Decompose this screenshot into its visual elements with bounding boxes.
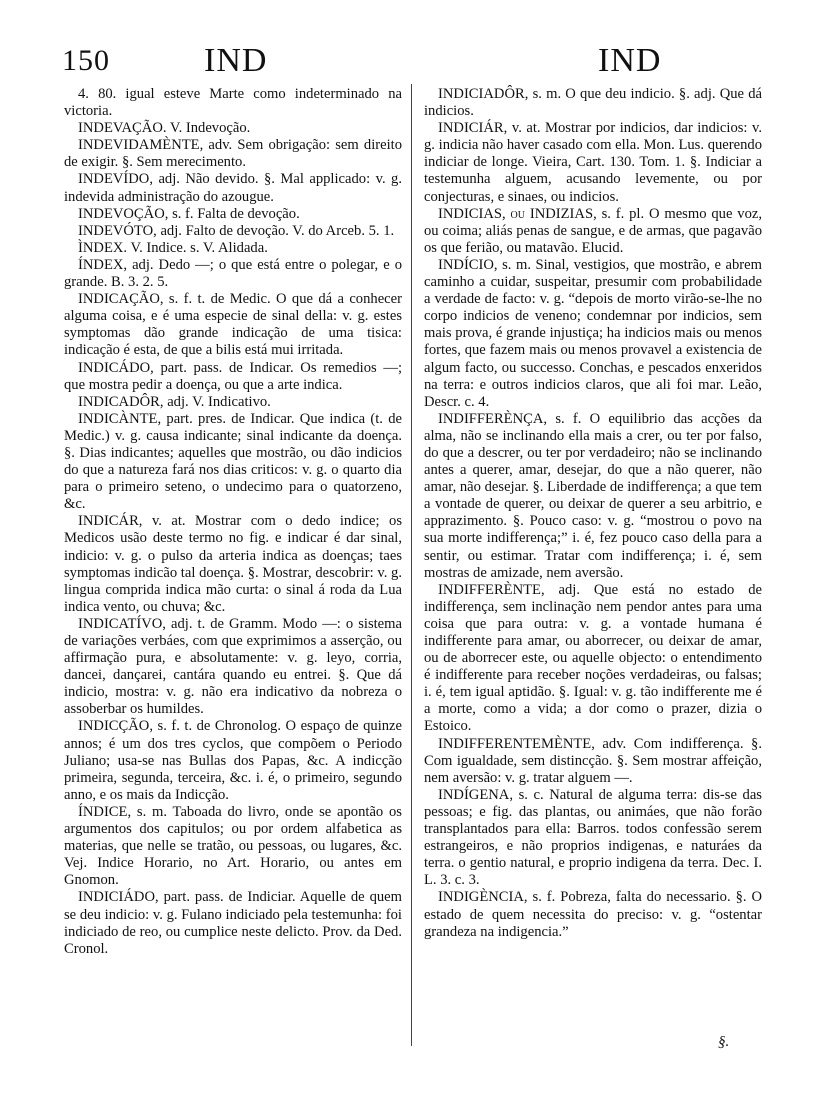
entry (64, 257, 402, 291)
entry (424, 889, 762, 940)
entry-headword: INDICIADÔR, (438, 86, 529, 102)
entry-text: adj. t. de Gramm. Modo —: o sistema de variações verbáes, com que exprimimos a asserção, ou affirmação pura, e absolutamente: v. g. leyo, corria, dancei, dançarei, cantára quando eu entrei. §. Que dá indicio, mostra: v. g. não era indicativo da nobreza o assoberbar os humildes. (64, 615, 402, 718)
entry (64, 889, 402, 957)
entry-headword: INDICÇÃO, (78, 718, 153, 735)
entry-headword: INDIFFERENTEMÈNTE, (438, 735, 595, 752)
column-divider (411, 84, 412, 1046)
entry-text: v. at. Mostrar com o dedo indice; os Medicos usão deste termo no fig. e indicar é dar sinal, indicio: v. g. o pulso da arteria indica as doenças; taes symptomas indicão tal doença. §. Mostrar, descobrir: v. g. lingua comprida indica mão curta: o sinal á roda da Lua indica vento, ou chuva; &c. (64, 513, 402, 615)
entry-text: part. pres. de Indicar. Que indica (t. de Medic.) v. g. causa indicante; sinal indicante da doença. §. Dias indicantes; aquelles que mostrão, ou dão indicios do que a natureza fará nos dias criticos: v. g. o quarto dia para o primeiro seteno, o undecimo para o quatorzeno, &c. (64, 410, 402, 513)
entry-text: adv. Com indifferença. §. Com igualdade, sem distincção. §. Sem mostrar affeição, nem aversão: v. g. tratar alguem —. (424, 735, 762, 786)
entry-headword: INDÍCIO, (438, 256, 498, 273)
entry (64, 240, 402, 257)
entry (424, 257, 762, 411)
entry-text: s. f. pl. O mesmo que voz, ou coima; aliás penas de sangue, e de armas, que pagavão os que ferião, ou matavão. Elucid. (424, 205, 762, 256)
entry-text: s. m. O que deu indicio. §. adj. Que dá indicios. (424, 86, 762, 120)
entry-text: s. f. t. de Chronolog. O espaço de quinze annos; é um dos tres cyclos, que compõem o Periodo Juliano; usa-se nas Bullas dos Papas, &c. A indicção primeira, segunda, terceira, &c. i. é, o primeiro, segundo anno, e os mais da Indicção. (64, 718, 403, 803)
entry-text: adj. Que está no estado de indifferença, sem inclinação nem pendor antes para uma coisa que para outra: v. g. a vontade humana é indifferente para amar, ou aborrecer, ou deixar de amar, ou de aborrecer este, ou aquelle objecto: o entendimento é indifferente para receber noções verdadeiras, ou falsas; i. é, tem igual aptidão. §. Igual: v. g. tão indifferente me é a morte, como a vida; a dor como o prazer, dizia o Estoico. (424, 581, 762, 735)
entry (64, 360, 402, 394)
entry-text: adj. Dedo —; o que está entre o polegar, e o grande. B. 3. 2. 5. (64, 256, 402, 291)
catchword: §. (718, 1034, 730, 1050)
entry-text: V. Indice. s. V. Alidada. (130, 239, 268, 256)
entry-headword: ÍNDICE, (78, 803, 132, 820)
entry (424, 206, 762, 257)
entry (64, 86, 402, 120)
entry-text: s. m. Taboada do livro, onde se apontão os argumentos dos capitulos; ou por ordem alfabetica as materias, que nelle se tratão, ou pessoas, ou lugares, &c. Vej. Indice Horario, no Art. Horario, ou antes em Gnomon. (64, 803, 402, 889)
entry-text: 4. 80. igual esteve Marte como indeterminado na victoria. (64, 86, 402, 120)
entry (424, 582, 762, 736)
entry-text: s. f. O equilibrio das acções da alma, não se inclinando ella mais a crer, ou ter por falso, do que a descrer, ou ter por verdadeiro; não se inclinando antes a querer, amar, desejar, do que a não querer, não amar, não desejar. §. Liberdade de indifferença; a que tem a vontade de querer, ou deixar de querer a seu arbitrio, e apprazimento. §. Pouco caso: v. g. “mostrou o povo na sua morte indifferença;” i. é, fez pouco caso della para a sentir, ou estimar. Tratar com indifferença; i. é, sem mostras de amizade, nem aversão. (424, 410, 762, 581)
entry (64, 411, 402, 514)
entry (64, 718, 402, 803)
entry (64, 616, 402, 719)
entry-headword: INDICÁR, (78, 513, 143, 530)
right-column (424, 86, 762, 941)
entry (424, 120, 762, 205)
entry (64, 804, 402, 889)
left-running-headword: IND (204, 42, 268, 79)
entry (64, 394, 402, 411)
entry-headword: ÍNDEX, (78, 256, 128, 273)
entry-headword: INDIFFERÈNÇA, (438, 410, 548, 427)
entry-headword: INDICÀNTE, (78, 410, 162, 427)
entry-headword: INDEVAÇÃO. (78, 120, 167, 137)
entry (424, 411, 762, 582)
running-header (62, 42, 782, 82)
entry-headword: INDICATÍVO, (78, 615, 166, 632)
entry-headword: INDICADÔR, (78, 393, 164, 410)
entry-headword: INDICIAS, ou INDIZIAS, (438, 205, 597, 222)
left-column (64, 86, 402, 958)
entry-text: s. f. Falta de devoção. (172, 205, 300, 222)
page-number: 150 (62, 44, 110, 77)
entry-headword: INDIGÈNCIA, (438, 889, 528, 906)
entry-headword: INDICIÁDO, (78, 889, 159, 906)
entry (64, 291, 402, 359)
entry-headword: INDICAÇÃO, (78, 291, 164, 308)
entry (424, 787, 762, 890)
entry-headword: INDICÁDO, (78, 359, 154, 376)
right-running-headword: IND (598, 42, 662, 79)
entry (424, 736, 762, 787)
entry-headword: INDIFFERÈNTE, (438, 581, 545, 598)
entry-text: adj. V. Indicativo. (167, 393, 271, 410)
entry-headword: INDEVOÇÃO, (78, 205, 169, 222)
entry-headword: INDEVÓTO, (78, 222, 157, 239)
entry (64, 137, 402, 171)
entry (64, 223, 402, 240)
entry (64, 513, 402, 616)
entry-headword: INDEVIDAMÈNTE, (78, 137, 204, 154)
entry-text: part. pass. de Indiciar. Aquelle de quem se deu indicio: v. g. Fulano indiciado pela testemunha: foi indiciado de reo, ou cumplice neste delicto. Prov. da Ded. Cronol. (64, 889, 402, 957)
entry-text: s. f. t. de Medic. O que dá a conhecer alguma coisa, e é uma especie de sinal della: v. g. estes symptomas dão grande indicação de uma tisica: indicação é esta, de que a bilis está mui irritada. (64, 291, 402, 359)
entry-text: V. Indevoção. (169, 120, 251, 137)
entry-text: adj. Falto de devoção. V. do Arceb. 5. 1. (160, 222, 395, 239)
entry (424, 86, 762, 120)
entry-text: s. f. Pobreza, falta do necessario. §. O estado de quem necessita do preciso: v. g. “ostentar grandeza na indigencia.” (424, 889, 762, 940)
entry-text: adj. Não devido. §. Mal applicado: v. g. indevida administração do azougue. (64, 171, 402, 205)
entry-text: adv. Sem obrigação: sem direito de exigir. §. Sem merecimento. (64, 137, 402, 171)
entry-text: part. pass. de Indicar. Os remedios —; que mostra pedir a doença, ou que a arte indica. (64, 359, 402, 393)
entry (64, 120, 402, 137)
entry-text: v. at. Mostrar por indicios, dar indicios: v. g. indicia não haver casado com ella. Mon. Lus. querendo indiciar de longe. Vieira, Cart. 130. Tom. 1. §. Indiciar a testemunha alguem, acusando levemente, ou por conjecturas, e sinaes, ou indicios. (424, 120, 762, 205)
entry-headword: INDICIÁR, (438, 120, 508, 137)
entry-text: s. c. Natural de alguma terra: dis-se das pessoas; e fig. das plantas, ou animáes, que não forão transplantados para ella: Barros. todos confessão serem estrangeiros, e não proprios indigenas, e naturáes da terra. o gentio natural, e proprio indigena da terra. Dec. I. L. 3. c. 3. (424, 786, 762, 889)
entry-text: s. m. Sinal, vestigios, que mostrão, e abrem caminho a cuidar, suspeitar, presumir com probabilidade a verdade de facto: v. g. “depois de morto virão-se-lhe no corpo indicios de veneno; condemnar por indicios, sem mais prova, é grande injustiça; ha indicios mais ou menos fortes, que fazem mais ou menos provavel a existencia de algum facto, ou successo. Conchas, e pescados enxeridos na terra: e outros indicios claros, que ali foi mar. Leão, Descr. c. 4. (424, 256, 762, 410)
entry-headword: INDEVÍDO, (78, 171, 153, 188)
entry (64, 171, 402, 205)
entry (64, 206, 402, 223)
entry-headword: INDÍGENA, (438, 786, 513, 803)
entry-headword: ÌNDEX. (78, 239, 128, 256)
